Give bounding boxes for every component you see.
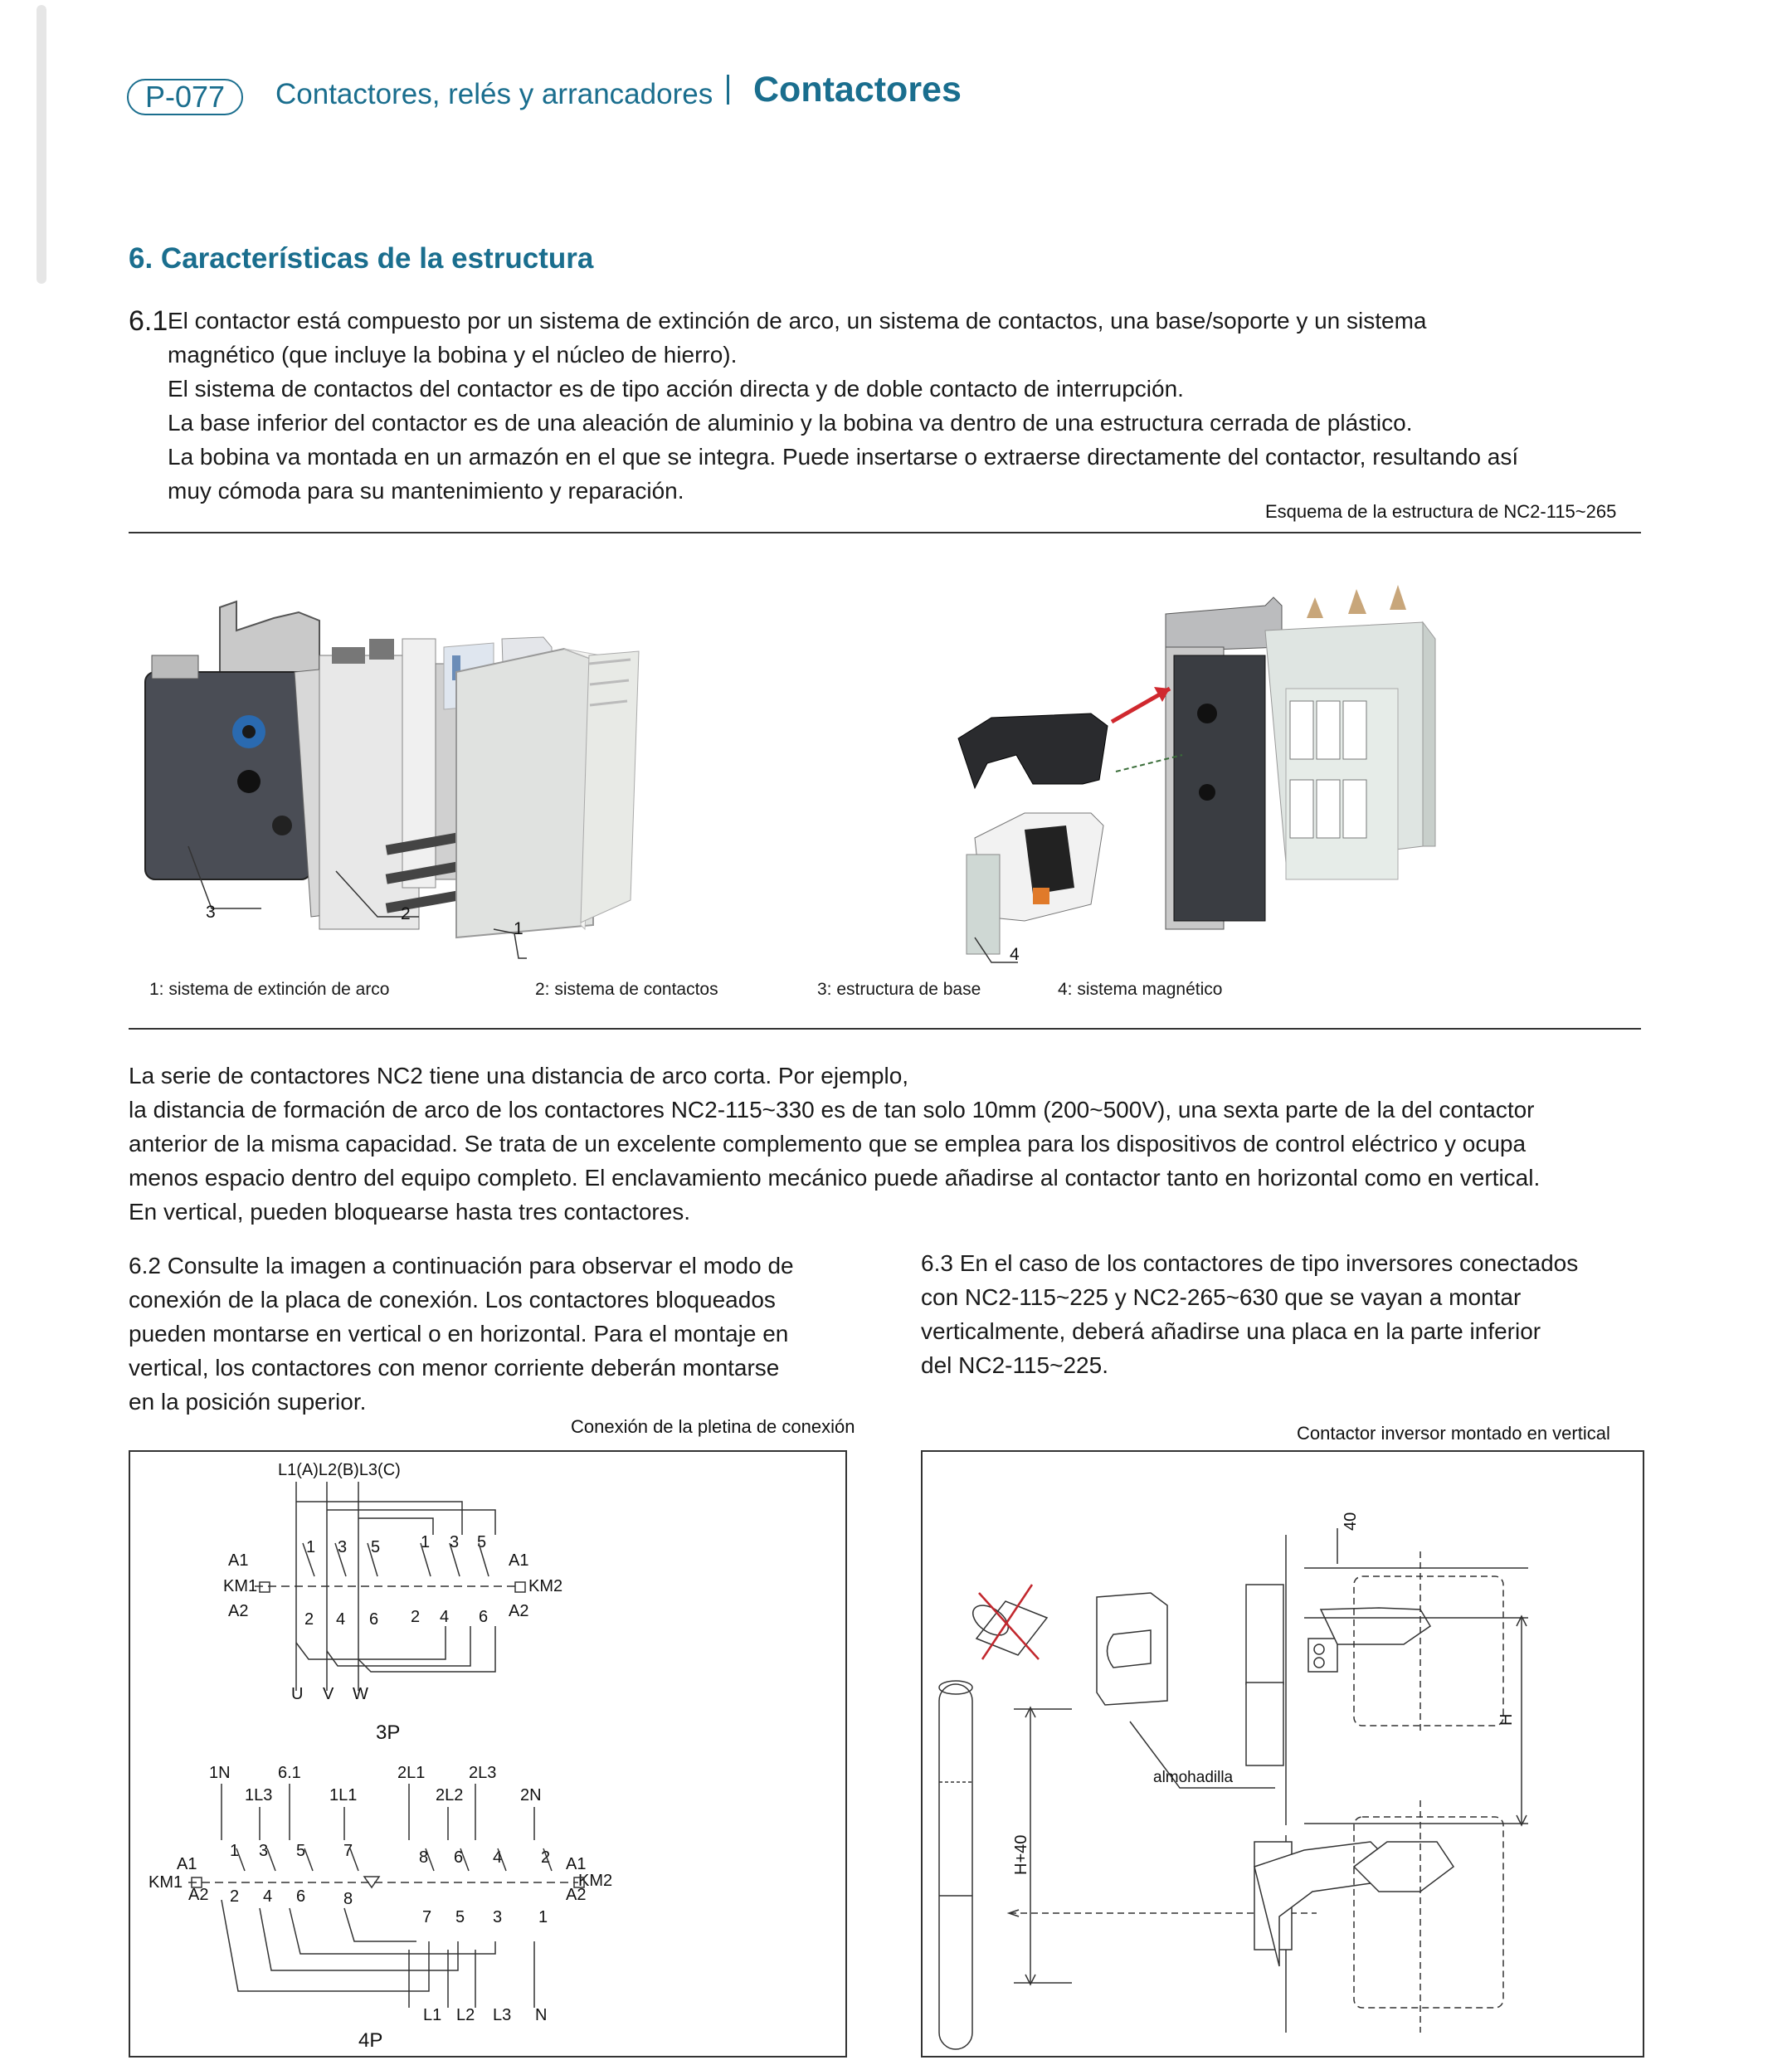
text-line: menos espacio dentro del equipo completo. El enclavamiento mecánico puede añadirse al contactor tanto en horizontal como en vertical. <box>129 1165 1541 1191</box>
terminal-label: 1L1 <box>329 1786 358 1804</box>
section-title: 6. Características de la estructura <box>129 242 594 275</box>
text-line: La serie de contactores NC2 tiene una distancia de arco corta. Por ejemplo, <box>129 1063 909 1088</box>
terminal-number: 6 <box>369 1610 379 1629</box>
text-line: pueden montarse en vertical o en horizontal. Para el montaje en <box>129 1321 789 1347</box>
text-line: muy cómoda para su mantenimiento y reparación. <box>168 478 684 504</box>
legend-item: 4: sistema magnético <box>1058 980 1223 999</box>
callout-3: 3 <box>206 903 216 922</box>
terminal-label: 1N <box>209 1764 231 1782</box>
vertical-mount-svg <box>923 1452 1643 2056</box>
breadcrumb: Contactores, relés y arrancadores <box>275 78 713 110</box>
terminal-number: 7 <box>343 1842 353 1860</box>
output-label: L2 <box>456 2006 475 2024</box>
a2-label: A2 <box>188 1886 209 1904</box>
divider <box>129 1028 1641 1030</box>
a1-label: A1 <box>177 1855 197 1873</box>
text-line: vertical, los contactores con menor corriente deberán montarse <box>129 1355 780 1381</box>
output-label: L3 <box>493 2006 512 2024</box>
page-title: Contactores <box>753 70 962 110</box>
terminal-number: 1 <box>421 1533 431 1551</box>
a1-label: A1 <box>509 1551 529 1570</box>
terminal-number: 4 <box>263 1887 273 1906</box>
mount-caption: Contactor inversor montado en vertical <box>1297 1423 1610 1444</box>
text-line: con NC2-115~225 y NC2-265~630 que se vayan a montar <box>921 1284 1522 1310</box>
section-6-2-text <box>129 1249 875 1419</box>
divider <box>129 532 1641 533</box>
terminal-number: 5 <box>455 1908 465 1926</box>
text-line: verticalmente, deberá añadirse una placa en la parte inferior <box>921 1318 1541 1344</box>
output-label: W <box>353 1685 368 1703</box>
section-6-1-number: 6.1 <box>129 305 168 337</box>
km1-label: KM1 <box>149 1873 183 1892</box>
legend-item: 3: estructura de base <box>817 980 981 999</box>
terminal-number: 3 <box>450 1533 460 1551</box>
terminal-number: 3 <box>493 1908 503 1926</box>
terminal-label: 2L1 <box>397 1764 426 1782</box>
section-6-1-text <box>168 304 1644 508</box>
terminal-label: 1L3 <box>245 1786 273 1804</box>
terminal-number: 7 <box>422 1908 432 1926</box>
terminal-number: 6 <box>296 1887 306 1906</box>
terminal-number: 1 <box>230 1842 240 1860</box>
pad-label: almohadilla <box>1153 1769 1234 1786</box>
terminal-label: 2L2 <box>436 1786 464 1804</box>
figure1-caption: Esquema de la estructura de NC2-115~265 <box>1265 501 1617 522</box>
terminal-number: 6 <box>454 1848 464 1867</box>
terminal-number: 5 <box>371 1538 381 1556</box>
breadcrumb-divider <box>727 75 729 105</box>
terminal-number: 4 <box>336 1610 346 1629</box>
scrollbar[interactable] <box>37 5 46 284</box>
terminal-number: 2 <box>304 1610 314 1629</box>
diagram-caption: Conexión de la pletina de conexión <box>571 1416 855 1437</box>
text-line: La bobina va montada en un armazón en el que se integra. Puede insertarse o extraerse directamente del contactor, resultando así <box>168 444 1519 470</box>
text-line: 6.2 Consulte la imagen a continuación para observar el modo de <box>129 1253 794 1278</box>
km2-label: KM2 <box>578 1872 613 1890</box>
callout-4: 4 <box>1010 945 1020 964</box>
text-line: 6.3 En el caso de los contactores de tipo inversores conectados <box>921 1250 1579 1276</box>
terminal-number: 2 <box>230 1887 240 1906</box>
a2-label: A2 <box>509 1602 529 1620</box>
text-line: del NC2-115~225. <box>921 1352 1108 1378</box>
output-label: N <box>535 2006 548 2024</box>
a2-label: A2 <box>566 1886 587 1904</box>
diagram-4p-label: 4P <box>358 2029 383 2052</box>
a1-label: A1 <box>566 1855 587 1873</box>
dim-h40-label: H+40 <box>1012 1834 1030 1875</box>
section-6-3-text <box>921 1246 1651 1382</box>
callout-2: 2 <box>401 904 411 923</box>
text-line: El contactor está compuesto por un sistema de extinción de arco, un sistema de contactos, una base/soporte y un sistema <box>168 308 1427 334</box>
text-line: la distancia de formación de arco de los contactores NC2-115~330 es de tan solo 10mm (200~500V), una sexta parte de la del contactor <box>129 1097 1535 1123</box>
output-label: U <box>291 1685 304 1703</box>
a1-label: A1 <box>228 1551 249 1570</box>
terminal-number: 5 <box>296 1842 306 1860</box>
terminal-number: 3 <box>259 1842 269 1860</box>
vertical-mount-diagram <box>921 1450 1644 2058</box>
page-code-badge: P-077 <box>127 79 243 115</box>
arc-distance-paragraph <box>129 1059 1655 1229</box>
terminal-number: 8 <box>419 1848 429 1867</box>
busbar-connection-diagram <box>129 1450 847 2058</box>
terminal-number: 2 <box>541 1848 551 1867</box>
right-contactor-illustration <box>958 585 1435 954</box>
terminal-label: 6.1 <box>278 1764 301 1782</box>
a2-label: A2 <box>228 1602 249 1620</box>
text-line: anterior de la misma capacidad. Se trata de un excelente complemento que se emplea para los dispositivos de control eléctrico y ocupa <box>129 1131 1527 1157</box>
terminal-number: 2 <box>411 1608 421 1626</box>
terminal-number: 1 <box>538 1908 548 1926</box>
terminal-number: 5 <box>477 1533 487 1551</box>
text-line: La base inferior del contactor es de una aleación de aluminio y la bobina va dentro de una estructura cerrada de plástico. <box>168 410 1413 436</box>
text-line: magnético (que incluye la bobina y el núcleo de hierro). <box>168 342 738 368</box>
terminal-label: 2L3 <box>469 1764 497 1782</box>
legend-item: 1: sistema de extinción de arco <box>149 980 390 999</box>
output-label: L1 <box>423 2006 442 2024</box>
diagram-3p-label: 3P <box>376 1722 401 1744</box>
terminal-number: 4 <box>440 1608 450 1626</box>
left-contactor-illustration <box>145 601 639 937</box>
terminal-number: 6 <box>479 1608 489 1626</box>
terminal-number: 8 <box>343 1890 353 1908</box>
callout-1: 1 <box>514 919 523 938</box>
text-line: en la posición superior. <box>129 1389 367 1415</box>
terminal-number: 3 <box>338 1538 348 1556</box>
phase-labels: L1(A)L2(B)L3(C) <box>278 1461 401 1479</box>
dim-h-label: H <box>1497 1713 1516 1726</box>
text-line: El sistema de contactos del contactor es de tipo acción directa y de doble contacto de interrupción. <box>168 376 1184 402</box>
text-line: En vertical, pueden bloquearse hasta tres contactores. <box>129 1199 691 1225</box>
contactor-structure-figure <box>129 539 1647 971</box>
dim-40-label: 40 <box>1342 1512 1360 1531</box>
output-label: V <box>323 1685 334 1703</box>
busbar-diagram-svg <box>130 1452 845 2056</box>
terminal-label: 2N <box>520 1786 542 1804</box>
text-line: conexión de la placa de conexión. Los contactores bloqueados <box>129 1287 776 1312</box>
km1-label: KM1 <box>223 1577 258 1595</box>
km2-label: KM2 <box>528 1577 563 1595</box>
legend-item: 2: sistema de contactos <box>535 980 718 999</box>
terminal-number: 1 <box>306 1538 316 1556</box>
terminal-number: 4 <box>493 1848 503 1867</box>
